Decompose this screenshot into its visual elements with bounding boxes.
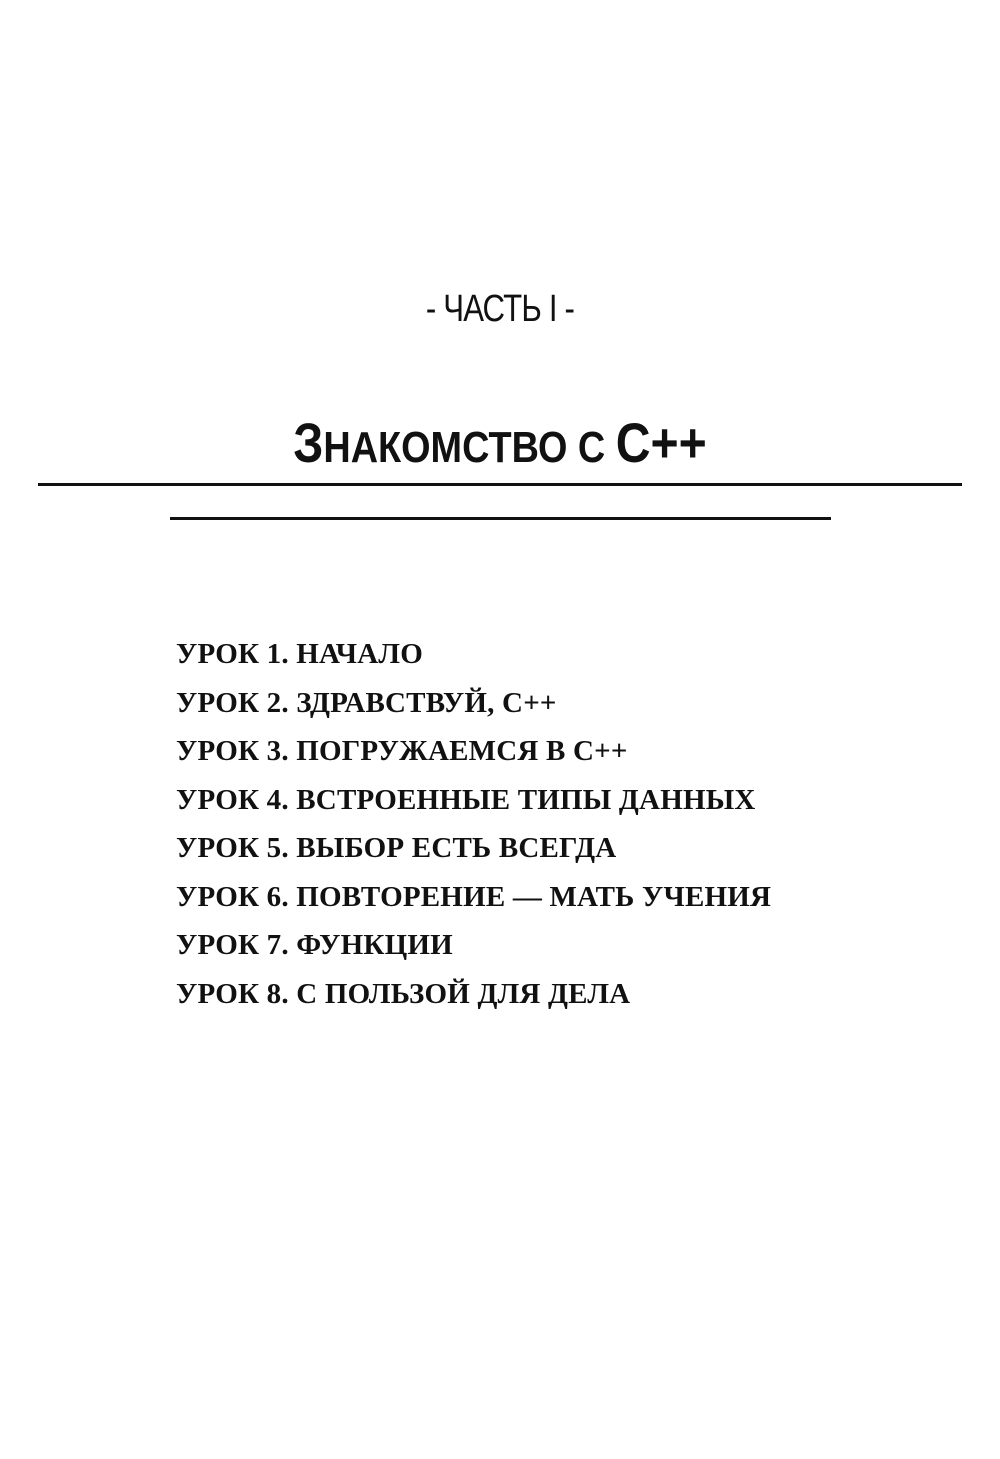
title-rule-top (38, 483, 962, 486)
part-label: - ЧАСТЬ I - (425, 288, 575, 330)
lesson-item: УРОК 7. ФУНКЦИИ (176, 929, 453, 961)
title-rule-bottom (170, 517, 831, 520)
part-title-first-letter: З (293, 411, 324, 474)
lesson-item: УРОК 2. ЗДРАВСТВУЙ, С++ (176, 686, 557, 719)
lesson-item: УРОК 5. ВЫБОР ЕСТЬ ВСЕГДА (176, 832, 617, 864)
lesson-item: УРОК 3. ПОГРУЖАЕМСЯ В С++ (176, 735, 628, 767)
part-title-cpp: C++ (615, 411, 707, 474)
lesson-item: УРОК 8. С ПОЛЬЗОЙ ДЛЯ ДЕЛА (176, 977, 631, 1010)
lesson-item: УРОК 4. ВСТРОЕННЫЕ ТИПЫ ДАННЫХ (176, 783, 756, 816)
lesson-item: УРОК 6. ПОВТОРЕНИЕ — МАТЬ УЧЕНИЯ (176, 880, 772, 913)
lesson-item: УРОК 1. НАЧАЛО (176, 638, 423, 670)
lesson-list (176, 630, 771, 1018)
part-title (70, 410, 930, 481)
part-title-rest: НАКОМСТВО С (323, 423, 616, 472)
